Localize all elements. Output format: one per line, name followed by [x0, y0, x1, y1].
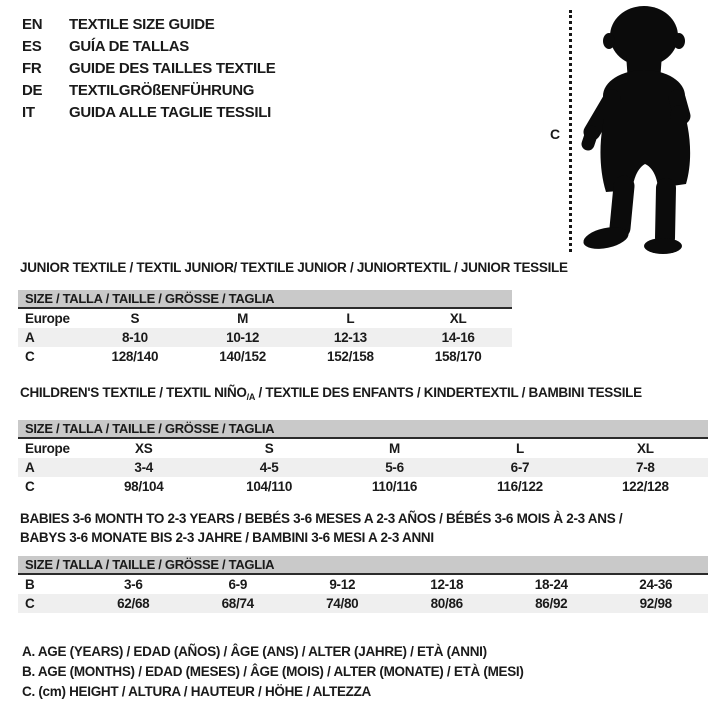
- size-cell: M: [237, 311, 249, 326]
- toddler-silhouette: [578, 4, 712, 254]
- height-cell: 110/116: [371, 479, 418, 494]
- guide-title-fr: GUIDE DES TAILLES TEXTILE: [69, 59, 276, 77]
- table-row-europe: [18, 439, 708, 458]
- height-cell: 68/74: [221, 596, 254, 611]
- age-cell: 3-4: [134, 460, 154, 475]
- table-row-age: [18, 328, 512, 347]
- language-code: IT: [22, 103, 35, 121]
- age-cell: 7-8: [636, 460, 655, 475]
- guide-title-es: GUÍA DE TALLAS: [69, 37, 189, 55]
- height-cell: 86/92: [535, 596, 568, 611]
- row-label: C: [25, 479, 35, 494]
- height-cell: 74/80: [326, 596, 359, 611]
- row-label: C: [25, 349, 35, 364]
- age-cell: 6-7: [510, 460, 530, 475]
- language-row-de: [22, 79, 275, 101]
- height-cell: 92/98: [639, 596, 672, 611]
- months-cell: 9-12: [329, 577, 356, 592]
- height-cell: 128/140: [111, 349, 159, 364]
- title-part: CHILDREN'S TEXTILE / TEXTIL NIÑO: [20, 385, 247, 400]
- size-cell: XL: [449, 311, 467, 326]
- row-label: B: [25, 577, 35, 592]
- language-row-es: [22, 35, 275, 57]
- note-age-years: A. AGE (YEARS) / EDAD (AÑOS) / ÂGE (ANS) / ALTER (JAHRE) / ETÀ (ANNI): [22, 644, 487, 659]
- height-dotted-line: [569, 10, 572, 252]
- title-part: / TEXTILE DES ENFANTS / KINDERTEXTIL / BAMBINI TESSILE: [255, 385, 642, 400]
- guide-title-it: GUIDA ALLE TAGLIE TESSILI: [69, 103, 271, 121]
- age-cell: 5-6: [385, 460, 404, 475]
- height-cell: 80/86: [430, 596, 463, 611]
- months-cell: 24-36: [639, 577, 673, 592]
- size-header-bar: SIZE / TALLA / TAILLE / GRÖSSE / TAGLIA: [18, 420, 708, 439]
- language-code: DE: [22, 81, 43, 99]
- size-cell: S: [130, 311, 140, 326]
- height-cell: 158/170: [434, 349, 482, 364]
- guide-title-de: TEXTILGRÖßENFÜHRUNG: [69, 81, 255, 99]
- size-cell: L: [515, 441, 524, 456]
- height-cell: 116/122: [496, 479, 543, 494]
- table-row-height: [18, 594, 708, 613]
- table-row-height: [18, 347, 512, 366]
- months-cell: 12-18: [430, 577, 464, 592]
- size-cell: S: [264, 441, 274, 456]
- height-cell: 104/110: [246, 479, 293, 494]
- size-cell: M: [389, 441, 400, 456]
- junior-size-table-section: [18, 260, 568, 366]
- height-cell: 122/128: [621, 479, 669, 494]
- size-header-bar: SIZE / TALLA / TAILLE / GRÖSSE / TAGLIA: [18, 290, 512, 309]
- language-code: EN: [22, 15, 43, 33]
- height-cell: 62/68: [117, 596, 150, 611]
- note-height-cm: C. (cm) HEIGHT / ALTURA / HAUTEUR / HÖHE / ALTEZZA: [22, 684, 371, 699]
- language-code: FR: [22, 59, 42, 77]
- size-cell: XL: [637, 441, 654, 456]
- children-size-table-section: [18, 385, 708, 496]
- babies-table-title-line2: BABYS 3-6 MONATE BIS 2-3 JAHRE / BAMBINI 3-6 MESI A 2-3 ANNI: [20, 530, 434, 545]
- age-cell: 12-13: [333, 330, 367, 345]
- row-label: A: [25, 460, 35, 475]
- height-cell: 98/104: [123, 479, 164, 494]
- age-cell: 8-10: [121, 330, 148, 345]
- age-cell: 10-12: [226, 330, 260, 345]
- language-row-fr: [22, 57, 275, 79]
- height-cell: 152/158: [327, 349, 374, 364]
- months-cell: 6-9: [228, 577, 248, 592]
- table-row-height: [18, 477, 708, 496]
- language-row-it: [22, 101, 275, 123]
- months-cell: 18-24: [534, 577, 568, 592]
- language-code: ES: [22, 37, 42, 55]
- babies-size-table-section: [18, 509, 708, 613]
- note-age-months: B. AGE (MONTHS) / EDAD (MESES) / ÂGE (MOIS) / ALTER (MONATE) / ETÀ (MESI): [22, 664, 524, 679]
- row-label: A: [25, 330, 35, 345]
- months-cell: 3-6: [123, 577, 143, 592]
- age-cell: 4-5: [259, 460, 279, 475]
- language-title-list: [22, 13, 275, 123]
- table-row-age: [18, 458, 708, 477]
- junior-table-title: JUNIOR TEXTILE / TEXTIL JUNIOR/ TEXTILE JUNIOR / JUNIORTEXTIL / JUNIOR TESSILE: [20, 260, 568, 275]
- height-marker-label: C: [550, 126, 560, 142]
- size-cell: XS: [134, 441, 153, 456]
- babies-table-title-line1: BABIES 3-6 MONTH TO 2-3 YEARS / BEBÉS 3-6 MESES A 2-3 AÑOS / BÉBÉS 3-6 MOIS À 2-3 ANS /: [20, 511, 623, 526]
- row-label: Europe: [25, 441, 70, 456]
- legend-notes: [22, 642, 524, 702]
- size-header-bar: SIZE / TALLA / TAILLE / GRÖSSE / TAGLIA: [18, 556, 708, 575]
- row-label: Europe: [25, 311, 70, 326]
- table-row-europe: [18, 309, 512, 328]
- row-label: C: [25, 596, 35, 611]
- title-subscript: /A: [246, 392, 256, 402]
- size-cell: L: [346, 311, 355, 326]
- height-cell: 140/152: [219, 349, 266, 364]
- age-cell: 14-16: [441, 330, 475, 345]
- table-row-months: [18, 575, 708, 594]
- language-row-en: [22, 13, 275, 35]
- guide-title-en: TEXTILE SIZE GUIDE: [69, 15, 215, 33]
- children-table-title: [18, 385, 708, 405]
